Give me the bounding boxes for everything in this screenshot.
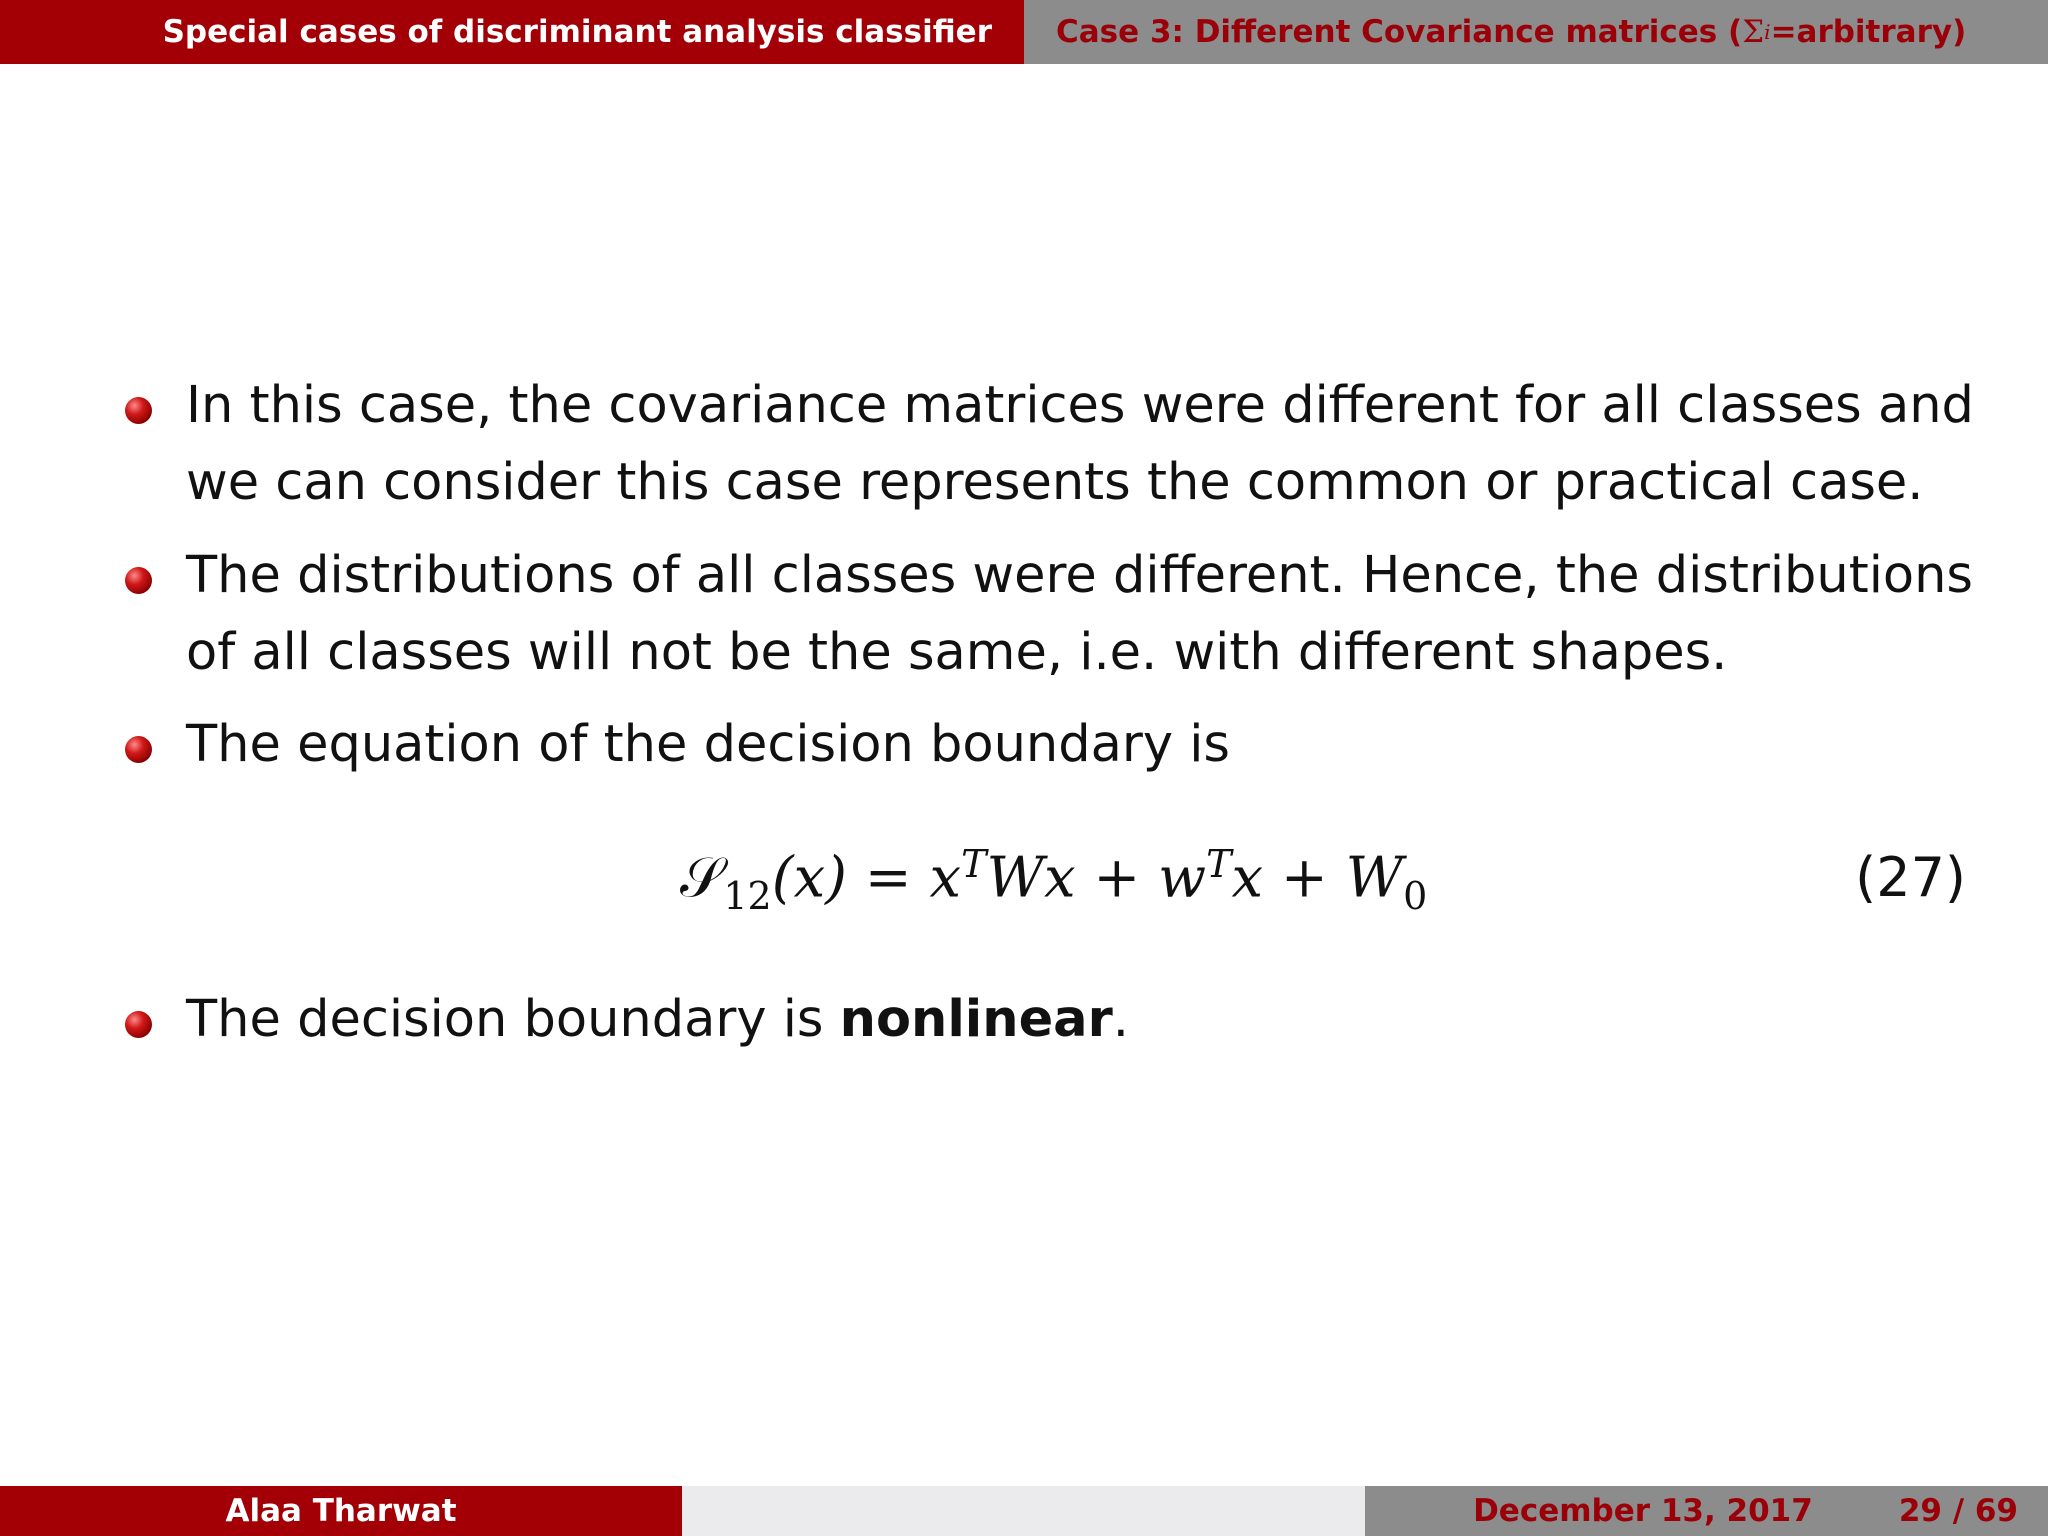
- bullet-2-line-1: The distributions of all classes were different. Hence, the distributions: [186, 546, 1973, 605]
- subsection-prefix: Case 3: Different Covariance matrices (: [1056, 14, 1743, 50]
- bullet-3-line-1: The equation of the decision boundary is: [186, 715, 1230, 774]
- page-number: 29 / 69: [1898, 1493, 2018, 1529]
- footer-author: [0, 1486, 682, 1536]
- bullet-4-bold: nonlinear: [839, 990, 1113, 1049]
- eq-term2-base: w: [1158, 845, 1207, 911]
- footer-date: December 13, 2017: [1473, 1493, 1813, 1529]
- footer-title-band: [682, 1486, 1365, 1536]
- eq-plus-1: +: [1075, 845, 1159, 911]
- bullet-item-1: [186, 367, 1986, 521]
- bullet-marker-icon: [125, 736, 152, 763]
- bullet-1-line-1: In this case, the covariance matrices were different for all classes and: [186, 376, 1974, 435]
- slide-footer: [0, 1486, 2048, 1536]
- footer-info: [1365, 1486, 2048, 1536]
- equation-number: (27): [1855, 846, 1966, 909]
- subsection-suffix: =arbitrary): [1770, 14, 1967, 50]
- eq-term1-base: x: [929, 845, 962, 911]
- eq-plus-2: +: [1263, 845, 1346, 911]
- bullet-item-4: [186, 981, 1986, 1058]
- eq-lhs-subscript: 12: [723, 873, 772, 918]
- bullet-marker-icon: [125, 397, 152, 424]
- section-title-text: Special cases of discriminant analysis classifier: [162, 14, 992, 50]
- eq-term3-sub: 0: [1403, 873, 1428, 918]
- eq-lhs-arg: (x): [771, 845, 847, 911]
- decision-boundary-equation: [680, 842, 1427, 922]
- bullet-1-line-2: we can consider this case represents the common or practical case.: [186, 453, 1924, 512]
- sigma-symbol: Σ: [1742, 14, 1765, 50]
- eq-term2-sup: T: [1206, 842, 1232, 886]
- eq-term1-sup: T: [961, 842, 987, 886]
- bullet-2-line-2: of all classes will not be the same, i.e. with different shapes.: [186, 623, 1728, 682]
- bullet-item-2: [186, 537, 1986, 691]
- eq-equals: =: [847, 845, 930, 911]
- bullet-marker-icon: [125, 567, 152, 594]
- eq-term2-rest: x: [1231, 845, 1264, 911]
- bullet-marker-icon: [125, 1011, 152, 1038]
- bullet-item-3: [186, 706, 1986, 783]
- eq-term3-base: W: [1345, 845, 1404, 911]
- author-name: Alaa Tharwat: [225, 1493, 457, 1529]
- bullet-4-tail: .: [1112, 990, 1129, 1049]
- sigma-subscript: i: [1764, 20, 1771, 44]
- eq-lhs-symbol: 𝒮: [680, 845, 724, 911]
- eq-term1-rest: Wx: [986, 845, 1076, 911]
- bullet-4-text: The decision boundary is: [186, 990, 840, 1049]
